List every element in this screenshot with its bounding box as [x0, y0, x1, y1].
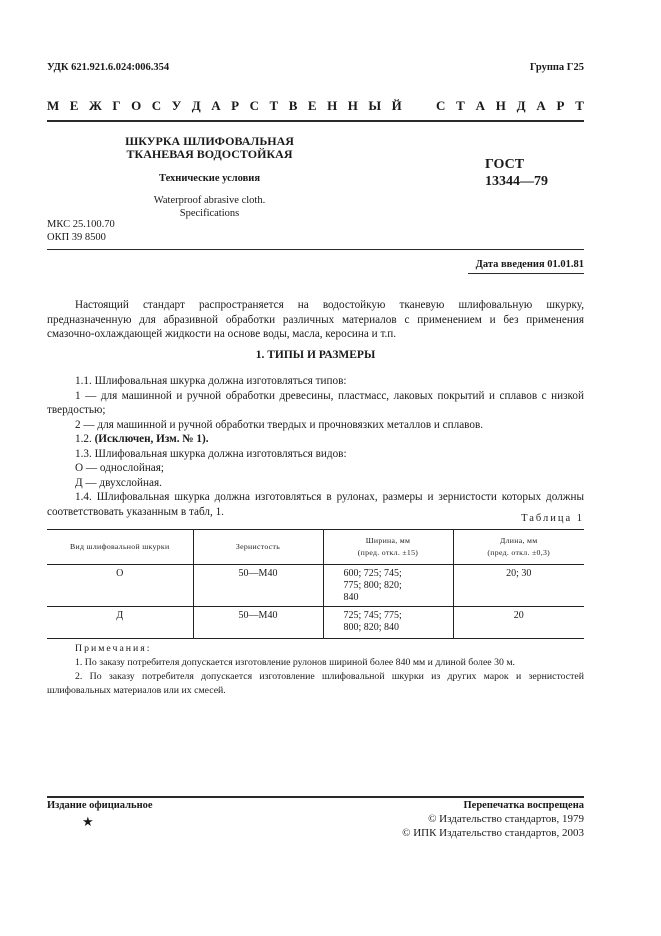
notes-title: Примечания: — [75, 643, 152, 654]
banner-letter: А — [211, 98, 221, 113]
clause-1-4: 1.4. Шлифовальная шкурка должна изготовляться в рулонах, размеры и зернистости которых должны соответствовать указанным в табл, 1. — [47, 491, 584, 518]
clause-1-3: 1.3. Шлифовальная шкурка должна изготовляться видов: — [75, 447, 347, 460]
banner-letter: Ж — [88, 98, 102, 113]
banner-letter: Г — [112, 98, 121, 113]
banner-letter: Ы — [368, 98, 382, 113]
footer-rule — [47, 796, 584, 798]
clause-1-2-number: 1.2. — [75, 433, 92, 445]
clause-1-1: 1.1. Шлифовальная шкурка должна изготовляться типов: — [75, 375, 347, 387]
star-icon: ★ — [82, 814, 94, 829]
intro-date-value: 01.01.81 — [547, 259, 584, 270]
copyright-block — [402, 812, 584, 840]
banner-letter: А — [536, 98, 546, 113]
english-title — [92, 194, 327, 220]
copyright-2003: © ИПК Издательство стандартов, 2003 — [402, 827, 584, 839]
section-1-body — [47, 374, 584, 519]
table-1 — [47, 529, 584, 639]
cell-width — [323, 565, 453, 607]
mks-code: МКС 25.100.70 — [47, 219, 115, 230]
cell-width-line: 600; 725; 745; — [343, 568, 402, 579]
header-kind: Вид шлифовальной шкурки — [47, 530, 193, 565]
banner-letter: М — [47, 98, 60, 113]
intro-date-label: Дата введения — [475, 259, 545, 270]
banner-letter: Н — [327, 98, 338, 113]
banner-rule — [47, 120, 584, 122]
udk-code: УДК 621.921.6.024:006.354 — [47, 62, 170, 73]
clause-1-3-kind-d: Д — двухслойная. — [75, 476, 162, 489]
intro-date-underline — [468, 273, 584, 274]
clause-1-1-type-1: 1 — для машинной и ручной обработки древесины, пластмасс, лаковых покрытий и сплавов с низкой твердостью; — [47, 389, 584, 416]
clause-1-1-type-2: 2 — для машинной и ручной обработки твердых и прочновязких металлов и сплавов. — [75, 418, 484, 431]
banner-letter: У — [171, 98, 182, 113]
banner-letter: Т — [575, 98, 584, 113]
classification-codes — [47, 218, 115, 244]
banner-letter: С — [436, 98, 446, 113]
header-grit: Зернистость — [193, 530, 323, 565]
clause-1-2-text: (Исключен, Изм. № 1). — [94, 433, 209, 445]
banner-word-interstate — [47, 98, 402, 114]
english-title-line-2: Specifications — [179, 208, 240, 219]
group-code: Группа Г25 — [529, 62, 584, 73]
table-caption: Таблица 1 — [521, 513, 584, 524]
table-notes — [47, 642, 584, 698]
clause-1-3-kind-o: О — однослойная; — [75, 462, 165, 474]
gost-number: 13344—79 — [485, 174, 548, 189]
banner-letter: С — [249, 98, 259, 113]
cell-grit: 50—М40 — [193, 607, 323, 639]
section-1-title: 1. ТИПЫ И РАЗМЕРЫ — [255, 349, 376, 361]
banner-word-standard — [436, 98, 584, 114]
official-edition: Издание официальное — [47, 800, 153, 811]
gost-label: ГОСТ — [485, 157, 525, 172]
note-1: 1. По заказу потребителя допускается изготовление рулонов шириной более 840 мм и длиной более 30 м. — [75, 657, 515, 668]
cell-width — [323, 607, 453, 639]
banner-letter: Д — [191, 98, 201, 113]
banner-letter: В — [288, 98, 298, 113]
banner-letter: С — [151, 98, 162, 113]
table-row — [47, 565, 584, 607]
cell-grit: 50—М40 — [193, 565, 323, 607]
cell-width-line: 800; 820; 840 — [343, 622, 400, 633]
reprint-prohibited: Перепечатка воспрещена — [463, 800, 584, 811]
header-width — [323, 530, 453, 565]
doc-title — [92, 135, 327, 161]
banner-letter: Н — [347, 98, 358, 113]
copyright-1979: © Издательство стандартов, 1979 — [428, 813, 584, 825]
header-length-line-2: (пред. откл. ±0,3) — [487, 548, 551, 557]
header-length-line-1: Длина, мм — [500, 536, 538, 545]
okp-code: ОКП 39 8500 — [47, 232, 106, 243]
clause-1-2 — [47, 432, 584, 447]
english-title-line-1: Waterproof abrasive cloth. — [153, 195, 266, 206]
gost-block — [485, 156, 548, 190]
table-header-row — [47, 530, 584, 565]
banner-letter: Е — [307, 98, 317, 113]
cell-width-line: 725; 745; 775; — [343, 610, 402, 621]
banner-letter: А — [475, 98, 485, 113]
note-2: 2. По заказу потребителя допускается изготовление шлифовальной шкурки из других марок и зернистостей шлифовальных материалов или их смесей. — [47, 671, 584, 696]
cell-kind: О — [47, 565, 193, 607]
header-width-line-1: Ширина, мм — [365, 536, 411, 545]
intro-paragraph: Настоящий стандарт распространяется на водостойкую тканевую шлифовальную шкурку, предназначенную для абразивной обработки различных материалов с применением и без применения смазочно-охлаждающей жидкости на основе воды, масла, керосина и т.п. — [47, 299, 584, 340]
banner-letter: Т — [269, 98, 279, 113]
doc-subtitle: Технические условия — [158, 173, 261, 184]
banner-letter: Й — [391, 98, 402, 113]
cell-width-line: 840 — [343, 592, 359, 603]
cell-length: 20; 30 — [453, 565, 584, 607]
banner-letter: Е — [69, 98, 79, 113]
cell-kind: Д — [47, 607, 193, 639]
header-width-line-2: (пред. откл. ±15) — [357, 548, 419, 557]
banner-letter: Д — [516, 98, 526, 113]
cell-width-line: 775; 800; 820; — [343, 580, 402, 591]
table-row — [47, 607, 584, 639]
header-length — [453, 530, 584, 565]
banner-letter: О — [131, 98, 142, 113]
banner-letter: Р — [556, 98, 565, 113]
banner-letter: Т — [456, 98, 465, 113]
intro-date — [476, 259, 584, 270]
banner-letter: Н — [495, 98, 506, 113]
title-rule — [47, 249, 584, 250]
title-line-1: ШКУРКА ШЛИФОВАЛЬНАЯ — [125, 134, 294, 148]
title-line-2: ТКАНЕВАЯ ВОДОСТОЙКАЯ — [126, 147, 293, 161]
banner-letter: Р — [231, 98, 240, 113]
cell-length: 20 — [453, 607, 584, 639]
standard-banner — [47, 98, 584, 114]
